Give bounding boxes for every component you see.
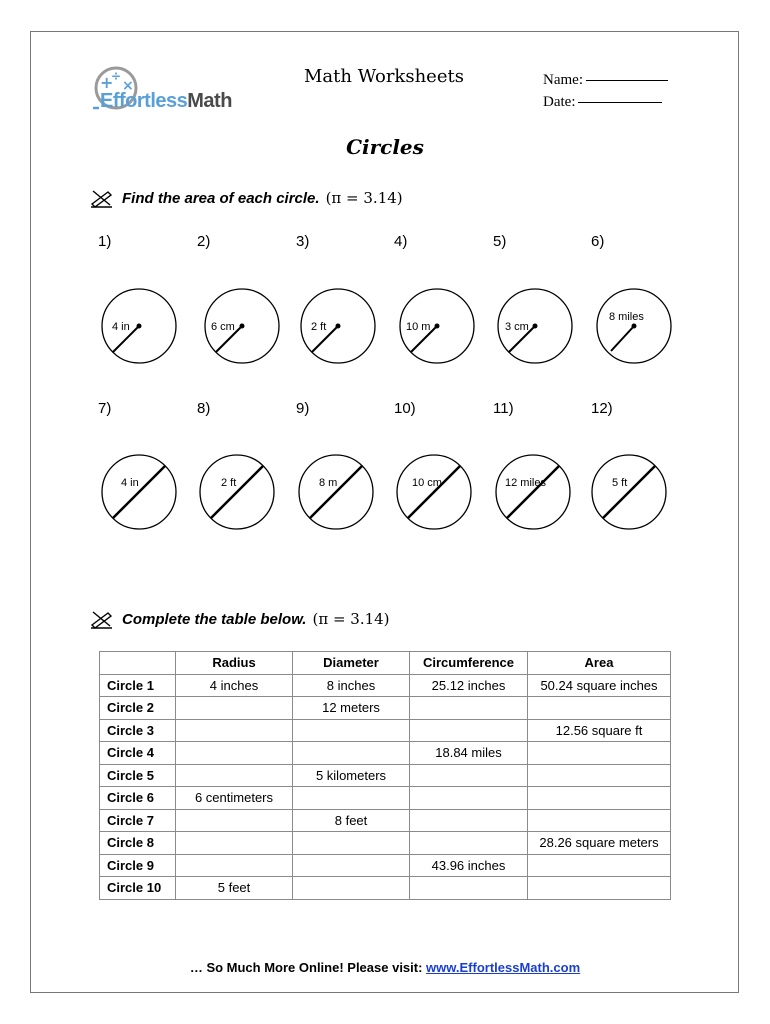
circle-label-10: 10 cm bbox=[412, 477, 442, 489]
circle-label-1: 4 in bbox=[112, 321, 130, 333]
table-cell[interactable] bbox=[528, 787, 671, 810]
table-row bbox=[100, 742, 671, 765]
table-cell[interactable]: 12.56 square ft bbox=[528, 719, 671, 742]
table-cell[interactable] bbox=[176, 809, 293, 832]
problem-number-10: 10) bbox=[394, 400, 416, 417]
circle-diagram-1 bbox=[102, 289, 176, 363]
section1-pi-note: (π = 3.14) bbox=[325, 189, 403, 207]
header-title: Math Worksheets bbox=[304, 66, 464, 87]
circle-diagram-2 bbox=[205, 289, 279, 363]
table-cell[interactable]: 6 centimeters bbox=[176, 787, 293, 810]
problem-number-11: 11) bbox=[493, 400, 514, 417]
table-cell[interactable]: 5 kilometers bbox=[293, 764, 410, 787]
circle-label-5: 3 cm bbox=[505, 321, 529, 333]
table-cell[interactable] bbox=[528, 854, 671, 877]
footer bbox=[0, 960, 770, 975]
circle-diagram-8 bbox=[200, 455, 274, 529]
table-cell[interactable]: 8 feet bbox=[293, 809, 410, 832]
table-row bbox=[100, 787, 671, 810]
circle-label-7: 4 in bbox=[121, 477, 139, 489]
circle-label-9: 8 m bbox=[319, 477, 338, 489]
table-row bbox=[100, 674, 671, 697]
problem-number-1: 1) bbox=[98, 233, 112, 250]
worksheet-title: Circles bbox=[346, 135, 424, 159]
table-cell[interactable] bbox=[410, 809, 528, 832]
table-header-cell: Area bbox=[528, 652, 671, 675]
svg-text:×: × bbox=[122, 78, 134, 94]
table-cell[interactable]: 12 meters bbox=[293, 697, 410, 720]
table-header-cell: Radius bbox=[176, 652, 293, 675]
pencil-icon bbox=[90, 609, 114, 629]
circle-diagram-5 bbox=[498, 289, 572, 363]
problem-number-8: 8) bbox=[197, 400, 211, 417]
table-cell[interactable] bbox=[410, 832, 528, 855]
table-row-label: Circle 3 bbox=[100, 719, 176, 742]
table-row-label: Circle 1 bbox=[100, 674, 176, 697]
problem-number-2: 2) bbox=[197, 233, 211, 250]
table-cell[interactable] bbox=[410, 697, 528, 720]
problem-number-4: 4) bbox=[394, 233, 408, 250]
table-header-cell bbox=[100, 652, 176, 675]
table-cell[interactable] bbox=[410, 877, 528, 900]
circle-label-11: 12 miles bbox=[505, 477, 546, 489]
table-cell[interactable] bbox=[528, 764, 671, 787]
table-cell[interactable] bbox=[528, 697, 671, 720]
table-row bbox=[100, 809, 671, 832]
circle-diagram-11 bbox=[496, 455, 570, 529]
table-cell[interactable]: 18.84 miles bbox=[410, 742, 528, 765]
table-row bbox=[100, 854, 671, 877]
table-cell[interactable] bbox=[293, 877, 410, 900]
table-cell[interactable] bbox=[293, 742, 410, 765]
table-cell[interactable] bbox=[293, 719, 410, 742]
table-row-label: Circle 2 bbox=[100, 697, 176, 720]
table-row bbox=[100, 832, 671, 855]
table-header-row bbox=[100, 652, 671, 675]
table-row-label: Circle 7 bbox=[100, 809, 176, 832]
table-cell[interactable] bbox=[410, 787, 528, 810]
circle-diagram-6 bbox=[597, 289, 671, 363]
circle-diagram-10 bbox=[397, 455, 471, 529]
problem-number-5: 5) bbox=[493, 233, 507, 250]
table-cell[interactable] bbox=[410, 719, 528, 742]
circle-label-3: 2 ft bbox=[311, 321, 327, 333]
section1-instruction-text: Find the area of each circle. bbox=[122, 189, 320, 207]
table-cell[interactable]: 5 feet bbox=[176, 877, 293, 900]
section2-pi-note: (π = 3.14) bbox=[312, 610, 390, 628]
logo-text-part1: Effortless bbox=[100, 90, 188, 112]
footer-text: … So Much More Online! Please visit: bbox=[189, 960, 427, 975]
circle-diagram-4 bbox=[400, 289, 474, 363]
problem-number-6: 6) bbox=[591, 233, 605, 250]
table-cell[interactable] bbox=[176, 697, 293, 720]
table-cell[interactable]: 4 inches bbox=[176, 674, 293, 697]
table-cell[interactable]: 28.26 square meters bbox=[528, 832, 671, 855]
table-header-cell: Circumference bbox=[410, 652, 528, 675]
problem-number-3: 3) bbox=[296, 233, 310, 250]
table-cell[interactable] bbox=[293, 832, 410, 855]
table-row-label: Circle 8 bbox=[100, 832, 176, 855]
circle-label-4: 10 m bbox=[406, 321, 431, 333]
table-cell[interactable] bbox=[176, 719, 293, 742]
table-cell[interactable] bbox=[410, 764, 528, 787]
table-row-label: Circle 4 bbox=[100, 742, 176, 765]
circle-diagram-9 bbox=[299, 455, 373, 529]
table-row-label: Circle 6 bbox=[100, 787, 176, 810]
circle-diagram-7 bbox=[102, 455, 176, 529]
table-cell[interactable] bbox=[176, 764, 293, 787]
circle-label-12: 5 ft bbox=[612, 477, 628, 489]
table-cell[interactable]: 43.96 inches bbox=[410, 854, 528, 877]
table-cell[interactable] bbox=[176, 742, 293, 765]
circle-diagram-3 bbox=[301, 289, 375, 363]
circle-label-2: 6 cm bbox=[211, 321, 235, 333]
svg-text:+: + bbox=[100, 73, 114, 92]
table-cell[interactable] bbox=[176, 854, 293, 877]
table-row-label: Circle 10 bbox=[100, 877, 176, 900]
table-header-cell: Diameter bbox=[293, 652, 410, 675]
problem-number-9: 9) bbox=[296, 400, 310, 417]
table-row-label: Circle 5 bbox=[100, 764, 176, 787]
table-cell[interactable] bbox=[293, 854, 410, 877]
problem-number-7: 7) bbox=[98, 400, 112, 417]
table-row bbox=[100, 719, 671, 742]
table-cell[interactable] bbox=[528, 877, 671, 900]
footer-link[interactable]: www.EffortlessMath.com bbox=[426, 960, 581, 975]
section2-instruction-text: Complete the table below. bbox=[122, 610, 307, 628]
table-cell[interactable]: 8 inches bbox=[293, 674, 410, 697]
table-cell[interactable] bbox=[528, 742, 671, 765]
circle-label-6: 8 miles bbox=[609, 311, 644, 323]
problem-number-12: 12) bbox=[591, 400, 613, 417]
table-row-label: Circle 9 bbox=[100, 854, 176, 877]
table-cell[interactable] bbox=[528, 809, 671, 832]
circle-table bbox=[99, 651, 671, 900]
svg-text:÷: ÷ bbox=[111, 69, 122, 83]
table-row bbox=[100, 877, 671, 900]
table-cell[interactable]: 50.24 square inches bbox=[528, 674, 671, 697]
name-label: Name: bbox=[543, 72, 583, 88]
table-cell[interactable]: 25.12 inches bbox=[410, 674, 528, 697]
table-cell[interactable] bbox=[293, 787, 410, 810]
table-cell[interactable] bbox=[176, 832, 293, 855]
section2-instruction bbox=[90, 609, 390, 629]
logo-text-part2: Math bbox=[187, 90, 232, 112]
table-row bbox=[100, 697, 671, 720]
date-label: Date: bbox=[543, 94, 576, 110]
table-row bbox=[100, 764, 671, 787]
circle-diagram-12 bbox=[592, 455, 666, 529]
circle-label-8: 2 ft bbox=[221, 477, 237, 489]
